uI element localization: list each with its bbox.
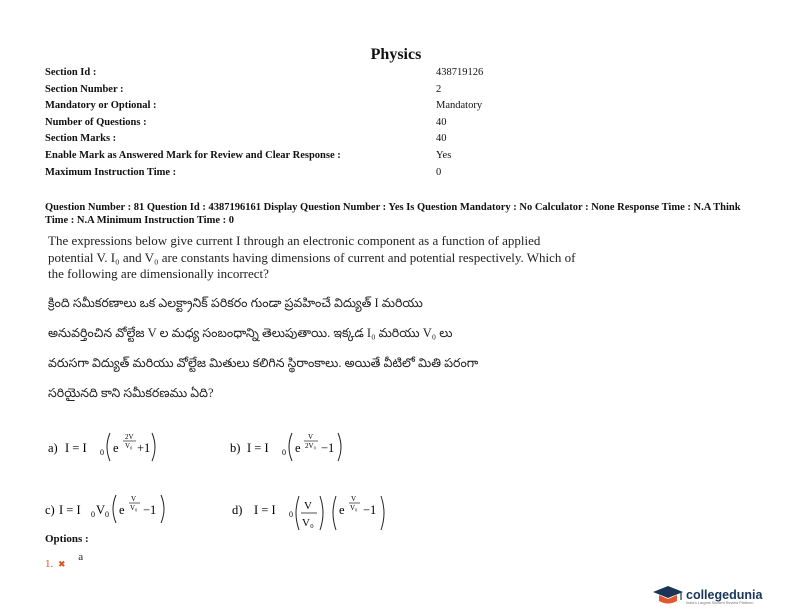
equation-option-c: [45, 492, 185, 530]
option-item[interactable]: [45, 551, 84, 570]
equation-mid: V: [96, 503, 106, 517]
logo-text: collegedunia: [686, 588, 763, 602]
equation-label: a): [48, 441, 58, 455]
equation-option-b: [230, 430, 360, 468]
equation-label: c): [45, 503, 55, 517]
question-header: Question Number : 81 Question Id : 4387196161 Display Question Number : Yes Is Question Mandatory : No Calculator : None Response Time : N.A Think Time : N.A Minimum Instruction Time : 0: [45, 202, 741, 226]
question-text-english: The expressions below give current I through an electronic component as a function of applied potential V. I₀ and V₀ are constants having dimensions of current and potential respectively. Which of the following are dimensionally incorrect?: [48, 233, 576, 281]
exponent-denominator: V₀: [350, 504, 358, 512]
fraction-numerator: V: [304, 500, 312, 512]
equation-lhs: I = I: [254, 503, 276, 517]
equation-label: d): [232, 503, 243, 517]
meta-value: Mandatory: [436, 100, 483, 112]
meta-row-mark-review: [45, 150, 545, 167]
equation-tail: −1: [363, 503, 377, 517]
meta-label: Section Number :: [45, 83, 124, 95]
equation-label: b): [230, 441, 241, 455]
equation-b-graphic: [230, 430, 360, 464]
meta-label: Section Id :: [45, 67, 97, 78]
collegedunia-logo: [652, 584, 792, 608]
telugu-line: క్రింది సమీకరణాలు ఒక ఎలక్ట్రానిక్ పరికరం గుండా ప్రవహించే విద్యుత్ I మరియు: [48, 296, 423, 310]
meta-row-mandatory: [45, 100, 545, 117]
equation-a-graphic: [48, 430, 168, 464]
telugu-line: వరుసగా విద్యుత్ మరియు వోల్టేజ మితులు కలిగిన స్థిరాంకాలు. అయితే వీటిలో మితి పరంగా: [48, 356, 479, 370]
page-title: Physics: [370, 46, 422, 63]
equation-lhs: I = I: [59, 503, 81, 517]
equation-tail: −1: [321, 441, 335, 455]
meta-value: Yes: [436, 149, 452, 161]
question-text-telugu: [48, 295, 608, 415]
meta-row-section-id: [45, 67, 545, 84]
exponent-denominator: V₀: [125, 442, 133, 450]
equation-subscript: 0: [100, 448, 104, 457]
meta-value: 40: [436, 133, 447, 145]
exponent-numerator: V: [131, 495, 137, 503]
option-number: 1.: [45, 558, 54, 570]
meta-label: Section Marks :: [45, 133, 117, 145]
graduation-cap-icon: [652, 584, 684, 608]
equation-subscript: 0: [282, 448, 286, 457]
meta-value: 0: [436, 166, 442, 178]
exponent-numerator: V: [351, 495, 357, 503]
meta-label: Maximum Instruction Time :: [45, 166, 177, 178]
equation-lhs: I = I: [247, 441, 269, 455]
equation-d-graphic: [232, 494, 412, 534]
options-label: Options :: [45, 533, 89, 545]
section-meta: [45, 67, 545, 183]
logo-tagline: India's Largest Student Review Platform: [686, 601, 754, 605]
equation-c-graphic: [45, 492, 185, 526]
equation-option-a: [48, 430, 168, 468]
svg-text:e: e: [339, 503, 345, 517]
meta-row-instruction-time: [45, 167, 545, 184]
meta-label: Enable Mark as Answered Mark for Review and Clear Response :: [45, 149, 341, 161]
meta-row-section-marks: [45, 133, 545, 150]
exponent-denominator: 2V₀: [305, 442, 316, 450]
equation-subscript: 0: [289, 510, 293, 519]
exponent-numerator: 2V: [125, 433, 134, 441]
fraction-denominator: V₀: [302, 517, 314, 529]
svg-text:e: e: [113, 441, 119, 455]
equation-option-d: [232, 494, 412, 538]
svg-text:e: e: [295, 441, 301, 455]
cross-icon: ✖: [58, 559, 66, 569]
option-value: a: [78, 551, 84, 563]
equation-mid-subscript: 0: [105, 510, 109, 519]
meta-row-num-questions: [45, 117, 545, 134]
meta-label: Mandatory or Optional :: [45, 100, 157, 112]
equation-tail: +1: [137, 441, 151, 455]
telugu-line: అనువర్తించిన వోల్టేజ V ల మధ్య సంబంధాన్ని తెలుపుతాయి. ఇక్కడ I₀ మరియు V₀ లు: [48, 326, 453, 340]
meta-value: 438719126: [436, 67, 484, 78]
meta-value: 2: [436, 83, 442, 95]
equation-lhs: I = I: [65, 441, 87, 455]
exponent-denominator: V₀: [130, 504, 138, 512]
equation-subscript: 0: [91, 510, 95, 519]
telugu-line: సరియైనది కాని సమీకరణము ఏది?: [48, 386, 214, 400]
meta-label: Number of Questions :: [45, 116, 147, 128]
equation-tail: −1: [143, 503, 157, 517]
svg-text:e: e: [119, 503, 125, 517]
exponent-numerator: V: [308, 433, 314, 441]
meta-value: 40: [436, 116, 447, 128]
meta-row-section-number: [45, 84, 545, 101]
